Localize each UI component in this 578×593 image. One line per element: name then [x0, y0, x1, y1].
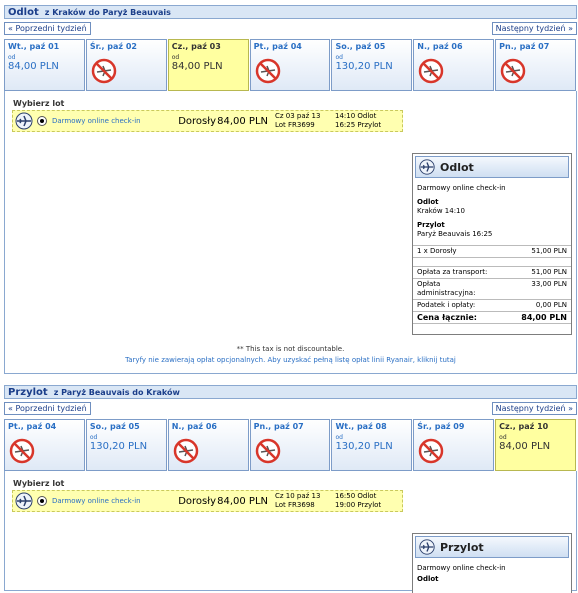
day-label: Cz., paź 10 [499, 422, 549, 431]
outbound-fare-name: Darmowy online check-in [52, 117, 141, 125]
day-label: Śr., paź 02 [89, 42, 137, 51]
day-tab[interactable] [4, 419, 85, 471]
day-tab[interactable] [331, 419, 412, 471]
return-summary-box [412, 533, 572, 593]
outbound-summary-arr-label: Przylot [417, 221, 445, 229]
from-label: od [335, 434, 343, 441]
plane-icon [418, 538, 436, 556]
return-fare-pax: Dorosły [178, 495, 216, 507]
outbound-summary-arr-value: Paryż Beauvais 16:25 [417, 230, 493, 238]
outbound-dep-time: 14:10 Odlot [335, 112, 377, 120]
from-label: od [89, 434, 98, 441]
day-label: Śr., paź 09 [417, 422, 465, 431]
return-fare-radio[interactable] [37, 496, 47, 506]
outbound-flight-panel [4, 91, 577, 374]
outbound-arr-time: 16:25 Przylot [335, 121, 382, 129]
no-flights-icon [418, 438, 444, 464]
day-tab[interactable] [495, 39, 576, 91]
day-label: Pn., paź 07 [499, 42, 550, 51]
no-flights-icon [173, 438, 199, 464]
outbound-summary-admin-value: 33,00 PLN [531, 280, 567, 288]
outbound-summary-box [412, 153, 572, 335]
day-label: So., paź 05 [89, 422, 140, 431]
day-tab[interactable] [413, 39, 494, 91]
no-flights-icon [9, 438, 35, 464]
day-tab[interactable] [250, 419, 331, 471]
day-label: N., paź 06 [171, 422, 217, 431]
day-price: 130,20 PLN [89, 441, 148, 452]
plane-icon [14, 112, 34, 130]
day-tab[interactable] [86, 419, 167, 471]
outbound-header [4, 5, 577, 19]
day-label: Pn., paź 07 [253, 422, 304, 431]
outbound-fare-radio[interactable] [37, 116, 47, 126]
day-tab[interactable] [331, 39, 412, 91]
outbound-summary-admin-label: Opłata administracyjna: [417, 280, 476, 297]
day-tab[interactable] [4, 39, 85, 91]
outbound-fare-pax: Dorosły [178, 115, 216, 127]
day-label: N., paź 06 [417, 42, 463, 51]
day-tab[interactable] [495, 419, 576, 471]
outbound-summary-title: Odlot [440, 160, 474, 174]
outbound-prev-week-button[interactable]: « Poprzedni tydzień [4, 22, 91, 35]
no-flights-icon [418, 58, 444, 84]
outbound-fare-row[interactable] [12, 110, 403, 132]
outbound-summary-admin-line [413, 279, 571, 300]
outbound-route: z Kraków do Paryż Beauvais [44, 7, 171, 17]
return-summary-fare: Darmowy online check-in [417, 564, 506, 572]
day-price: 84,00 PLN [8, 61, 59, 72]
from-label: od [8, 54, 16, 61]
outbound-summary-tax-value: 0,00 PLN [535, 301, 567, 309]
return-flight-panel [4, 471, 577, 591]
return-day-tabs [4, 419, 577, 471]
day-label: Wt., paź 01 [8, 42, 60, 51]
outbound-fees-link[interactable]: Taryfy nie zawierają opłat opcjonalnych. Aby uzyskać pełną listę opłat linii Ryanair, kliknij tutaj [125, 356, 456, 364]
outbound-summary-transport-value: 51,00 PLN [531, 268, 567, 276]
return-fare-row[interactable] [12, 490, 403, 512]
plane-icon [418, 158, 436, 176]
return-dep-time: 16:50 Odlot [335, 492, 377, 500]
day-price: 130,20 PLN [335, 441, 393, 452]
day-price: 130,20 PLN [335, 61, 393, 72]
from-label: od [335, 54, 343, 61]
outbound-summary-transport-line [413, 266, 571, 279]
no-flights-icon [255, 438, 281, 464]
outbound-flight-number: Lot FR3699 [275, 121, 315, 129]
outbound-summary-pax-price: 51,00 PLN [531, 247, 567, 255]
outbound-summary-header [415, 156, 569, 178]
outbound-flight-date: Cz 03 paź 13 [275, 112, 321, 120]
outbound-summary-tax-line [413, 300, 571, 312]
no-flights-icon [91, 58, 117, 84]
return-next-week-button[interactable]: Następny tydzień » [492, 402, 577, 415]
day-tab[interactable] [413, 419, 494, 471]
return-route: z Paryż Beauvais do Kraków [53, 387, 180, 397]
day-tab[interactable] [168, 419, 249, 471]
day-tab[interactable] [168, 39, 249, 91]
return-flight-times [275, 492, 381, 510]
outbound-summary-fare: Darmowy online check-in [417, 184, 506, 192]
day-label: Cz., paź 03 [171, 42, 221, 51]
outbound-fare-price: 84,00 PLN [217, 115, 268, 127]
outbound-day-tabs [4, 39, 577, 91]
no-flights-icon [500, 58, 526, 84]
day-price: 84,00 PLN [499, 441, 551, 452]
outbound-next-week-button[interactable]: Następny tydzień » [492, 22, 577, 35]
return-summary-title: Przylot [440, 540, 484, 554]
return-choose-label: Wybierz lot [13, 479, 65, 488]
day-label: So., paź 05 [335, 42, 386, 51]
return-section [4, 385, 577, 591]
from-label: od [171, 54, 180, 61]
outbound-summary-pax-label: 1 x Dorosły [417, 247, 457, 255]
return-arr-time: 19:00 Przylot [335, 501, 382, 509]
outbound-flight-times [275, 112, 381, 130]
from-label: od [499, 434, 507, 441]
day-tab[interactable] [86, 39, 167, 91]
no-flights-icon [255, 58, 281, 84]
outbound-tax-note: ** This tax is not discountable. [236, 345, 345, 353]
outbound-week-nav [4, 22, 577, 38]
return-flight-number: Lot FR3698 [275, 501, 315, 509]
day-tab[interactable] [250, 39, 331, 91]
outbound-choose-label: Wybierz lot [13, 99, 65, 108]
outbound-summary-transport-label: Opłata za transport: [417, 268, 488, 276]
day-label: Pt., paź 04 [253, 42, 302, 51]
outbound-summary-dep-label: Odlot [417, 198, 439, 206]
return-summary-dep-label: Odlot [417, 575, 439, 583]
outbound-section [4, 5, 577, 374]
day-label: Wt., paź 08 [335, 422, 387, 431]
day-label: Pt., paź 04 [8, 422, 57, 431]
plane-icon [14, 492, 34, 510]
return-header [4, 385, 577, 399]
outbound-summary-tax-label: Podatek i opłaty: [417, 301, 476, 309]
return-fare-name: Darmowy online check-in [52, 497, 141, 505]
day-price: 84,00 PLN [171, 61, 223, 72]
return-direction: Przylot [8, 386, 48, 398]
return-fare-price: 84,00 PLN [217, 495, 268, 507]
return-prev-week-button[interactable]: « Poprzedni tydzień [4, 402, 91, 415]
return-summary-header [415, 536, 569, 558]
return-flight-date: Cz 10 paź 13 [275, 492, 321, 500]
outbound-summary-total-label: Cena łącznie: [417, 313, 478, 322]
outbound-direction: Odlot [8, 6, 39, 18]
outbound-summary-pax-line [413, 245, 571, 258]
return-week-nav [4, 402, 577, 418]
outbound-summary-dep-value: Kraków 14:10 [417, 207, 465, 215]
outbound-summary-total-value: 84,00 PLN [521, 313, 567, 322]
outbound-summary-total-line [413, 312, 571, 324]
